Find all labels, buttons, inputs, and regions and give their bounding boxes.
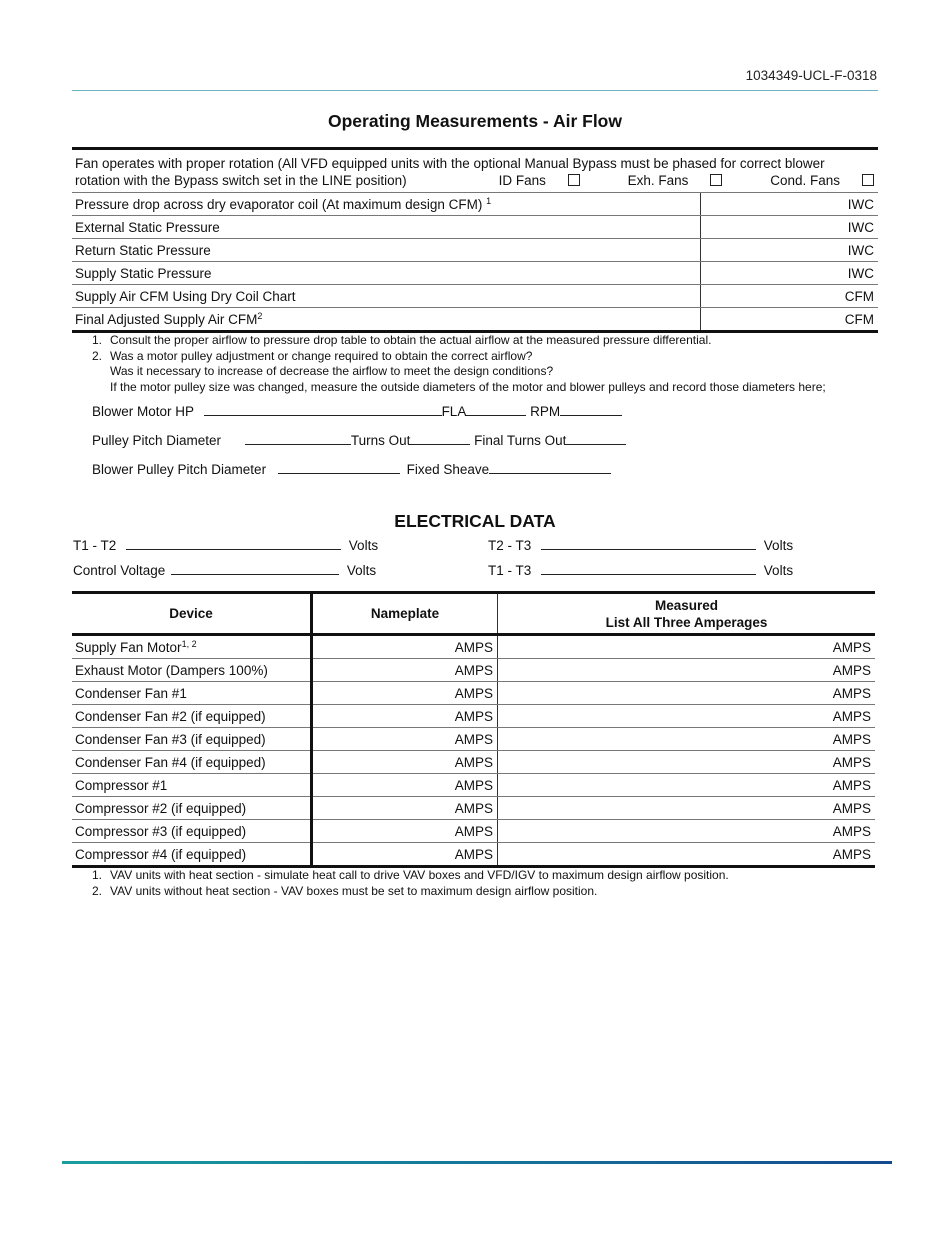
note-1: Consult the proper airflow to pressure drop table to obtain the actual airflow at the measured pressure differential. (110, 333, 712, 347)
note-2c: If the motor pulley size was changed, measure the outside diameters of the motor and blower pulleys and record those diameters here; (110, 379, 826, 394)
blower-pulley-row: Blower Pulley Pitch Diameter Fixed Sheave (92, 460, 611, 477)
device-label: Compressor #1 (72, 774, 312, 797)
measured-field[interactable]: AMPS (498, 751, 876, 774)
table-row (72, 705, 875, 728)
measured-field[interactable]: AMPS (498, 728, 876, 751)
airflow-table (72, 147, 878, 333)
nameplate-field[interactable]: AMPS (312, 843, 498, 867)
control-voltage-row: Control Voltage Volts (73, 563, 377, 578)
exh-fans-check[interactable]: Exh. Fans (606, 173, 723, 188)
table-row (72, 285, 878, 308)
table-row (72, 308, 878, 332)
t2-t3-row: T2 - T3 Volts (488, 538, 794, 553)
row-label: External Static Pressure (72, 216, 701, 239)
measured-field[interactable]: AMPS (498, 682, 876, 705)
t1-t2-field[interactable] (126, 536, 341, 550)
value-field[interactable]: CFM (701, 308, 879, 332)
document-id: 1034349-UCL-F-0318 (745, 68, 877, 83)
nameplate-field[interactable]: AMPS (312, 635, 498, 659)
row-label: Return Static Pressure (72, 239, 701, 262)
nameplate-field[interactable]: AMPS (312, 705, 498, 728)
rotation-text-line1: Fan operates with proper rotation (All VFD equipped units with the optional Manual Bypass must be phased for correct blower (75, 156, 825, 171)
blower-motor-row: Blower Motor HP FLA RPM (92, 402, 622, 419)
value-field[interactable]: IWC (701, 216, 879, 239)
device-label: Compressor #4 (if equipped) (72, 843, 312, 867)
table-header-row (72, 593, 875, 635)
final-turns-out-field[interactable] (566, 431, 626, 445)
table-row (72, 682, 875, 705)
checkbox-icon[interactable] (862, 174, 874, 186)
cond-fans-check[interactable]: Cond. Fans (748, 173, 874, 188)
nameplate-field[interactable]: AMPS (312, 820, 498, 843)
table-row (72, 843, 875, 867)
nameplate-field[interactable]: AMPS (312, 728, 498, 751)
control-voltage-field[interactable] (171, 561, 339, 575)
electrical-table (72, 591, 875, 868)
note-2: VAV units without heat section - VAV boxes must be set to maximum design airflow position. (110, 883, 598, 898)
device-label: Condenser Fan #1 (72, 682, 312, 705)
value-field[interactable]: IWC (701, 262, 879, 285)
rpm-field[interactable] (560, 402, 622, 416)
airflow-section-title: Operating Measurements - Air Flow (328, 111, 622, 131)
table-row (72, 262, 878, 285)
fan-rotation-row (72, 149, 878, 193)
table-row (72, 820, 875, 843)
id-fans-check[interactable]: ID Fans (477, 173, 580, 188)
electrical-section-title: ELECTRICAL DATA (394, 511, 556, 531)
blower-pulley-pitch-field[interactable] (278, 460, 400, 474)
note-1: VAV units with heat section - simulate heat call to drive VAV boxes and VFD/IGV to maximum design airflow position. (110, 868, 729, 882)
fla-field[interactable] (466, 402, 526, 416)
measured-field[interactable]: AMPS (498, 774, 876, 797)
device-label: Exhaust Motor (Dampers 100%) (72, 659, 312, 682)
note-2b: Was it necessary to increase of decrease the airflow to meet the design conditions? (110, 364, 554, 378)
measured-field[interactable]: AMPS (498, 820, 876, 843)
checkbox-icon[interactable] (710, 174, 722, 186)
note-2: Was a motor pulley adjustment or change required to obtain the correct airflow? (110, 348, 533, 363)
measured-field[interactable]: AMPS (498, 659, 876, 682)
measured-field[interactable]: AMPS (498, 635, 876, 659)
checkbox-icon[interactable] (568, 174, 580, 186)
device-label: Supply Fan Motor$^{1, 2}$ (72, 635, 312, 659)
table-row (72, 797, 875, 820)
device-label: Condenser Fan #3 (if equipped) (72, 728, 312, 751)
fixed-sheave-field[interactable] (489, 460, 611, 474)
column-device: Device (72, 593, 312, 635)
device-label: Compressor #3 (if equipped) (72, 820, 312, 843)
nameplate-field[interactable]: AMPS (312, 751, 498, 774)
t2-t3-field[interactable] (541, 536, 756, 550)
value-field[interactable]: IWC (701, 193, 879, 216)
row-label: Final Adjusted Supply Air CFM$^2$ (72, 308, 701, 332)
t1-t2-row: T1 - T2 Volts (73, 538, 379, 553)
t1-t3-field[interactable] (541, 561, 756, 575)
row-label: Supply Static Pressure (72, 262, 701, 285)
airflow-notes: 1. Consult the proper airflow to pressure drop table to obtain the actual airflow at the measured pressure differential. 2. Was a motor pulley adjustment or change required to obtain the correct airflow? Was it necessary to increase of decrease the airflow to meet the design conditions? If the motor pulley size was changed, measure the outside diameters of the motor and blower pulleys and record those diameters here; (92, 333, 826, 394)
header-divider (72, 90, 878, 91)
pulley-pitch-row: Pulley Pitch Diameter Turns Out Final Turns Out (92, 431, 626, 448)
value-field[interactable]: IWC (701, 239, 879, 262)
row-label: Pressure drop across dry evaporator coil (At maximum design CFM) $^1$ (72, 193, 701, 216)
nameplate-field[interactable]: AMPS (312, 797, 498, 820)
table-row (72, 216, 878, 239)
device-label: Condenser Fan #2 (if equipped) (72, 705, 312, 728)
measured-field[interactable]: AMPS (498, 705, 876, 728)
device-label: Compressor #2 (if equipped) (72, 797, 312, 820)
nameplate-field[interactable]: AMPS (312, 659, 498, 682)
table-row (72, 635, 875, 659)
table-row (72, 728, 875, 751)
table-row (72, 774, 875, 797)
table-row (72, 751, 875, 774)
row-label: Supply Air CFM Using Dry Coil Chart (72, 285, 701, 308)
column-nameplate: Nameplate (312, 593, 498, 635)
value-field[interactable]: CFM (701, 285, 879, 308)
electrical-notes: 1. VAV units with heat section - simulate heat call to drive VAV boxes and VFD/IGV to maximum design airflow position. 2. VAV units without heat section - VAV boxes must be set to maximum design airflow position. (92, 868, 729, 898)
measured-field[interactable]: AMPS (498, 843, 876, 867)
blower-motor-hp-field[interactable] (204, 402, 442, 416)
table-row (72, 659, 875, 682)
pulley-pitch-field[interactable] (245, 431, 351, 445)
column-measured: Measured List All Three Amperages (498, 593, 876, 635)
footer-divider (62, 1161, 892, 1164)
turns-out-field[interactable] (410, 431, 470, 445)
table-row (72, 193, 878, 216)
measured-field[interactable]: AMPS (498, 797, 876, 820)
rotation-text-line2: rotation with the Bypass switch set in the LINE position) (75, 173, 407, 188)
nameplate-field[interactable]: AMPS (312, 682, 498, 705)
nameplate-field[interactable]: AMPS (312, 774, 498, 797)
table-row (72, 239, 878, 262)
t1-t3-row: T1 - T3 Volts (488, 563, 794, 578)
device-label: Condenser Fan #4 (if equipped) (72, 751, 312, 774)
